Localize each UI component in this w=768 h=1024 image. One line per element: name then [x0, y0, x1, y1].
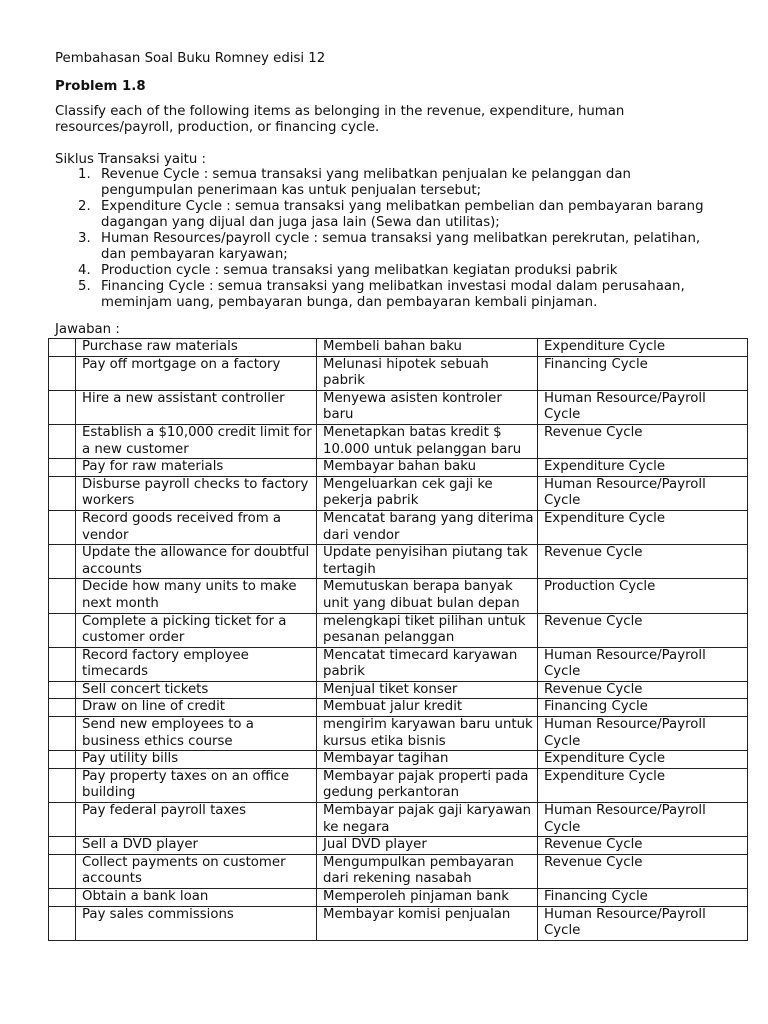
item-cell: Update the allowance for doubtful accounts — [76, 545, 317, 579]
row-spacer-cell — [49, 717, 76, 751]
translation-cell: Melunasi hipotek sebuah pabrik — [317, 356, 538, 390]
row-spacer-cell — [49, 889, 76, 907]
item-cell: Send new employees to a business ethics course — [76, 717, 317, 751]
cycle-cell: Revenue Cycle — [538, 854, 748, 888]
cycle-item-number: 5. — [78, 279, 91, 294]
cycle-cell: Human Resource/Payroll Cycle — [538, 906, 748, 940]
row-spacer-cell — [49, 768, 76, 802]
item-cell: Pay property taxes on an office building — [76, 768, 317, 802]
item-cell: Complete a picking ticket for a customer order — [76, 613, 317, 647]
translation-cell: Memutuskan berapa banyak unit yang dibuat bulan depan — [317, 579, 538, 613]
cycle-cell: Production Cycle — [538, 579, 748, 613]
translation-cell: Membayar komisi penjualan — [317, 906, 538, 940]
item-cell: Record factory employee timecards — [76, 647, 317, 681]
translation-cell: Mencatat barang yang diterima dari vendor — [317, 510, 538, 544]
table-row — [49, 717, 748, 751]
table-row — [49, 681, 748, 699]
answers-label: Jawaban : — [55, 322, 120, 337]
translation-cell: Menetapkan batas kredit $ 10.000 untuk pelanggan baru — [317, 424, 538, 458]
row-spacer-cell — [49, 837, 76, 855]
translation-cell: Membayar bahan baku — [317, 459, 538, 477]
cycle-item-number: 2. — [78, 199, 91, 214]
translation-cell: Mengeluarkan cek gaji ke pekerja pabrik — [317, 476, 538, 510]
table-row — [49, 803, 748, 837]
row-spacer-cell — [49, 510, 76, 544]
table-row — [49, 751, 748, 769]
row-spacer-cell — [49, 545, 76, 579]
cycle-item — [55, 279, 715, 311]
cycle-item-text: Expenditure Cycle : semua transaksi yang melibatkan pembelian dan pembayaran barang dagangan yang dijual dan juga jasa lain (Sewa dan utilitas); — [101, 199, 704, 230]
table-row — [49, 613, 748, 647]
answers-table-body — [49, 339, 748, 941]
table-row — [49, 647, 748, 681]
row-spacer-cell — [49, 390, 76, 424]
table-row — [49, 579, 748, 613]
cycle-item — [55, 231, 715, 263]
row-spacer-cell — [49, 613, 76, 647]
cycle-cell: Revenue Cycle — [538, 545, 748, 579]
cycle-cell: Revenue Cycle — [538, 613, 748, 647]
cycle-item-number: 1. — [78, 167, 91, 182]
cycle-cell: Human Resource/Payroll Cycle — [538, 476, 748, 510]
cycle-cell: Expenditure Cycle — [538, 339, 748, 357]
table-row — [49, 459, 748, 477]
problem-heading: Problem 1.8 — [55, 79, 146, 94]
table-row — [49, 510, 748, 544]
table-row — [49, 699, 748, 717]
item-cell: Pay off mortgage on a factory — [76, 356, 317, 390]
item-cell: Pay for raw materials — [76, 459, 317, 477]
cycle-cell: Expenditure Cycle — [538, 768, 748, 802]
row-spacer-cell — [49, 699, 76, 717]
item-cell: Draw on line of credit — [76, 699, 317, 717]
item-cell: Hire a new assistant controller — [76, 390, 317, 424]
cycle-cell: Revenue Cycle — [538, 837, 748, 855]
row-spacer-cell — [49, 356, 76, 390]
cycle-item-text: Financing Cycle : semua transaksi yang melibatkan investasi modal dalam perusahaan, meminjam uang, pembayaran bunga, dan pembayaran kembali pinjaman. — [101, 279, 685, 310]
translation-cell: Update penyisihan piutang tak tertagih — [317, 545, 538, 579]
translation-cell: Memperoleh pinjaman bank — [317, 889, 538, 907]
translation-cell: Membeli bahan baku — [317, 339, 538, 357]
table-row — [49, 339, 748, 357]
cycle-cell: Expenditure Cycle — [538, 459, 748, 477]
cycle-item-number: 3. — [78, 231, 91, 246]
row-spacer-cell — [49, 751, 76, 769]
row-spacer-cell — [49, 579, 76, 613]
cycle-cell: Human Resource/Payroll Cycle — [538, 647, 748, 681]
row-spacer-cell — [49, 647, 76, 681]
item-cell: Collect payments on customer accounts — [76, 854, 317, 888]
row-spacer-cell — [49, 476, 76, 510]
table-row — [49, 768, 748, 802]
table-row — [49, 889, 748, 907]
cycle-cell: Human Resource/Payroll Cycle — [538, 717, 748, 751]
table-row — [49, 424, 748, 458]
item-cell: Purchase raw materials — [76, 339, 317, 357]
item-cell: Establish a $10,000 credit limit for a new customer — [76, 424, 317, 458]
cycles-list — [55, 167, 715, 311]
item-cell: Sell a DVD player — [76, 837, 317, 855]
item-cell: Record goods received from a vendor — [76, 510, 317, 544]
table-row — [49, 837, 748, 855]
cycle-cell: Revenue Cycle — [538, 681, 748, 699]
cycle-item-text: Revenue Cycle : semua transaksi yang melibatkan penjualan ke pelanggan dan pengumpulan penerimaan kas untuk penjualan tersebut; — [101, 167, 631, 198]
cycle-item-number: 4. — [78, 263, 91, 278]
table-row — [49, 356, 748, 390]
cycle-cell: Financing Cycle — [538, 699, 748, 717]
cycle-item — [55, 167, 715, 199]
cycle-item — [55, 199, 715, 231]
row-spacer-cell — [49, 459, 76, 477]
item-cell: Decide how many units to make next month — [76, 579, 317, 613]
cycle-cell: Expenditure Cycle — [538, 510, 748, 544]
item-cell: Sell concert tickets — [76, 681, 317, 699]
translation-cell: Membayar pajak gaji karyawan ke negara — [317, 803, 538, 837]
document-title: Pembahasan Soal Buku Romney edisi 12 — [55, 51, 326, 66]
table-row — [49, 390, 748, 424]
table-row — [49, 854, 748, 888]
answers-table — [48, 338, 748, 941]
cycle-cell: Financing Cycle — [538, 889, 748, 907]
cycle-cell: Human Resource/Payroll Cycle — [538, 390, 748, 424]
cycle-cell: Expenditure Cycle — [538, 751, 748, 769]
translation-cell: Menyewa asisten kontroler baru — [317, 390, 538, 424]
translation-cell: Jual DVD player — [317, 837, 538, 855]
item-cell: Pay utility bills — [76, 751, 317, 769]
item-cell: Obtain a bank loan — [76, 889, 317, 907]
item-cell: Pay sales commissions — [76, 906, 317, 940]
translation-cell: Membayar pajak properti pada gedung perkantoran — [317, 768, 538, 802]
row-spacer-cell — [49, 906, 76, 940]
problem-instruction: Classify each of the following items as belonging in the revenue, expenditure, human resources/payroll, production, or financing cycle. — [55, 104, 625, 135]
table-row — [49, 545, 748, 579]
row-spacer-cell — [49, 803, 76, 837]
cycle-item-text: Human Resources/payroll cycle : semua transaksi yang melibatkan perekrutan, pelatihan, dan pembayaran karyawan; — [101, 231, 701, 262]
cycles-heading: Siklus Transaksi yaitu : — [55, 152, 207, 167]
cycle-cell: Financing Cycle — [538, 356, 748, 390]
translation-cell: mengirim karyawan baru untuk kursus etika bisnis — [317, 717, 538, 751]
cycle-item-text: Production cycle : semua transaksi yang melibatkan kegiatan produksi pabrik — [101, 263, 618, 278]
translation-cell: Mengumpulkan pembayaran dari rekening nasabah — [317, 854, 538, 888]
row-spacer-cell — [49, 681, 76, 699]
translation-cell: Menjual tiket konser — [317, 681, 538, 699]
item-cell: Disburse payroll checks to factory workers — [76, 476, 317, 510]
row-spacer-cell — [49, 339, 76, 357]
cycle-item — [55, 263, 715, 279]
table-row — [49, 906, 748, 940]
cycle-cell: Revenue Cycle — [538, 424, 748, 458]
translation-cell: melengkapi tiket pilihan untuk pesanan pelanggan — [317, 613, 538, 647]
cycle-cell: Human Resource/Payroll Cycle — [538, 803, 748, 837]
translation-cell: Mencatat timecard karyawan pabrik — [317, 647, 538, 681]
row-spacer-cell — [49, 854, 76, 888]
translation-cell: Membuat jalur kredit — [317, 699, 538, 717]
translation-cell: Membayar tagihan — [317, 751, 538, 769]
row-spacer-cell — [49, 424, 76, 458]
table-row — [49, 476, 748, 510]
item-cell: Pay federal payroll taxes — [76, 803, 317, 837]
